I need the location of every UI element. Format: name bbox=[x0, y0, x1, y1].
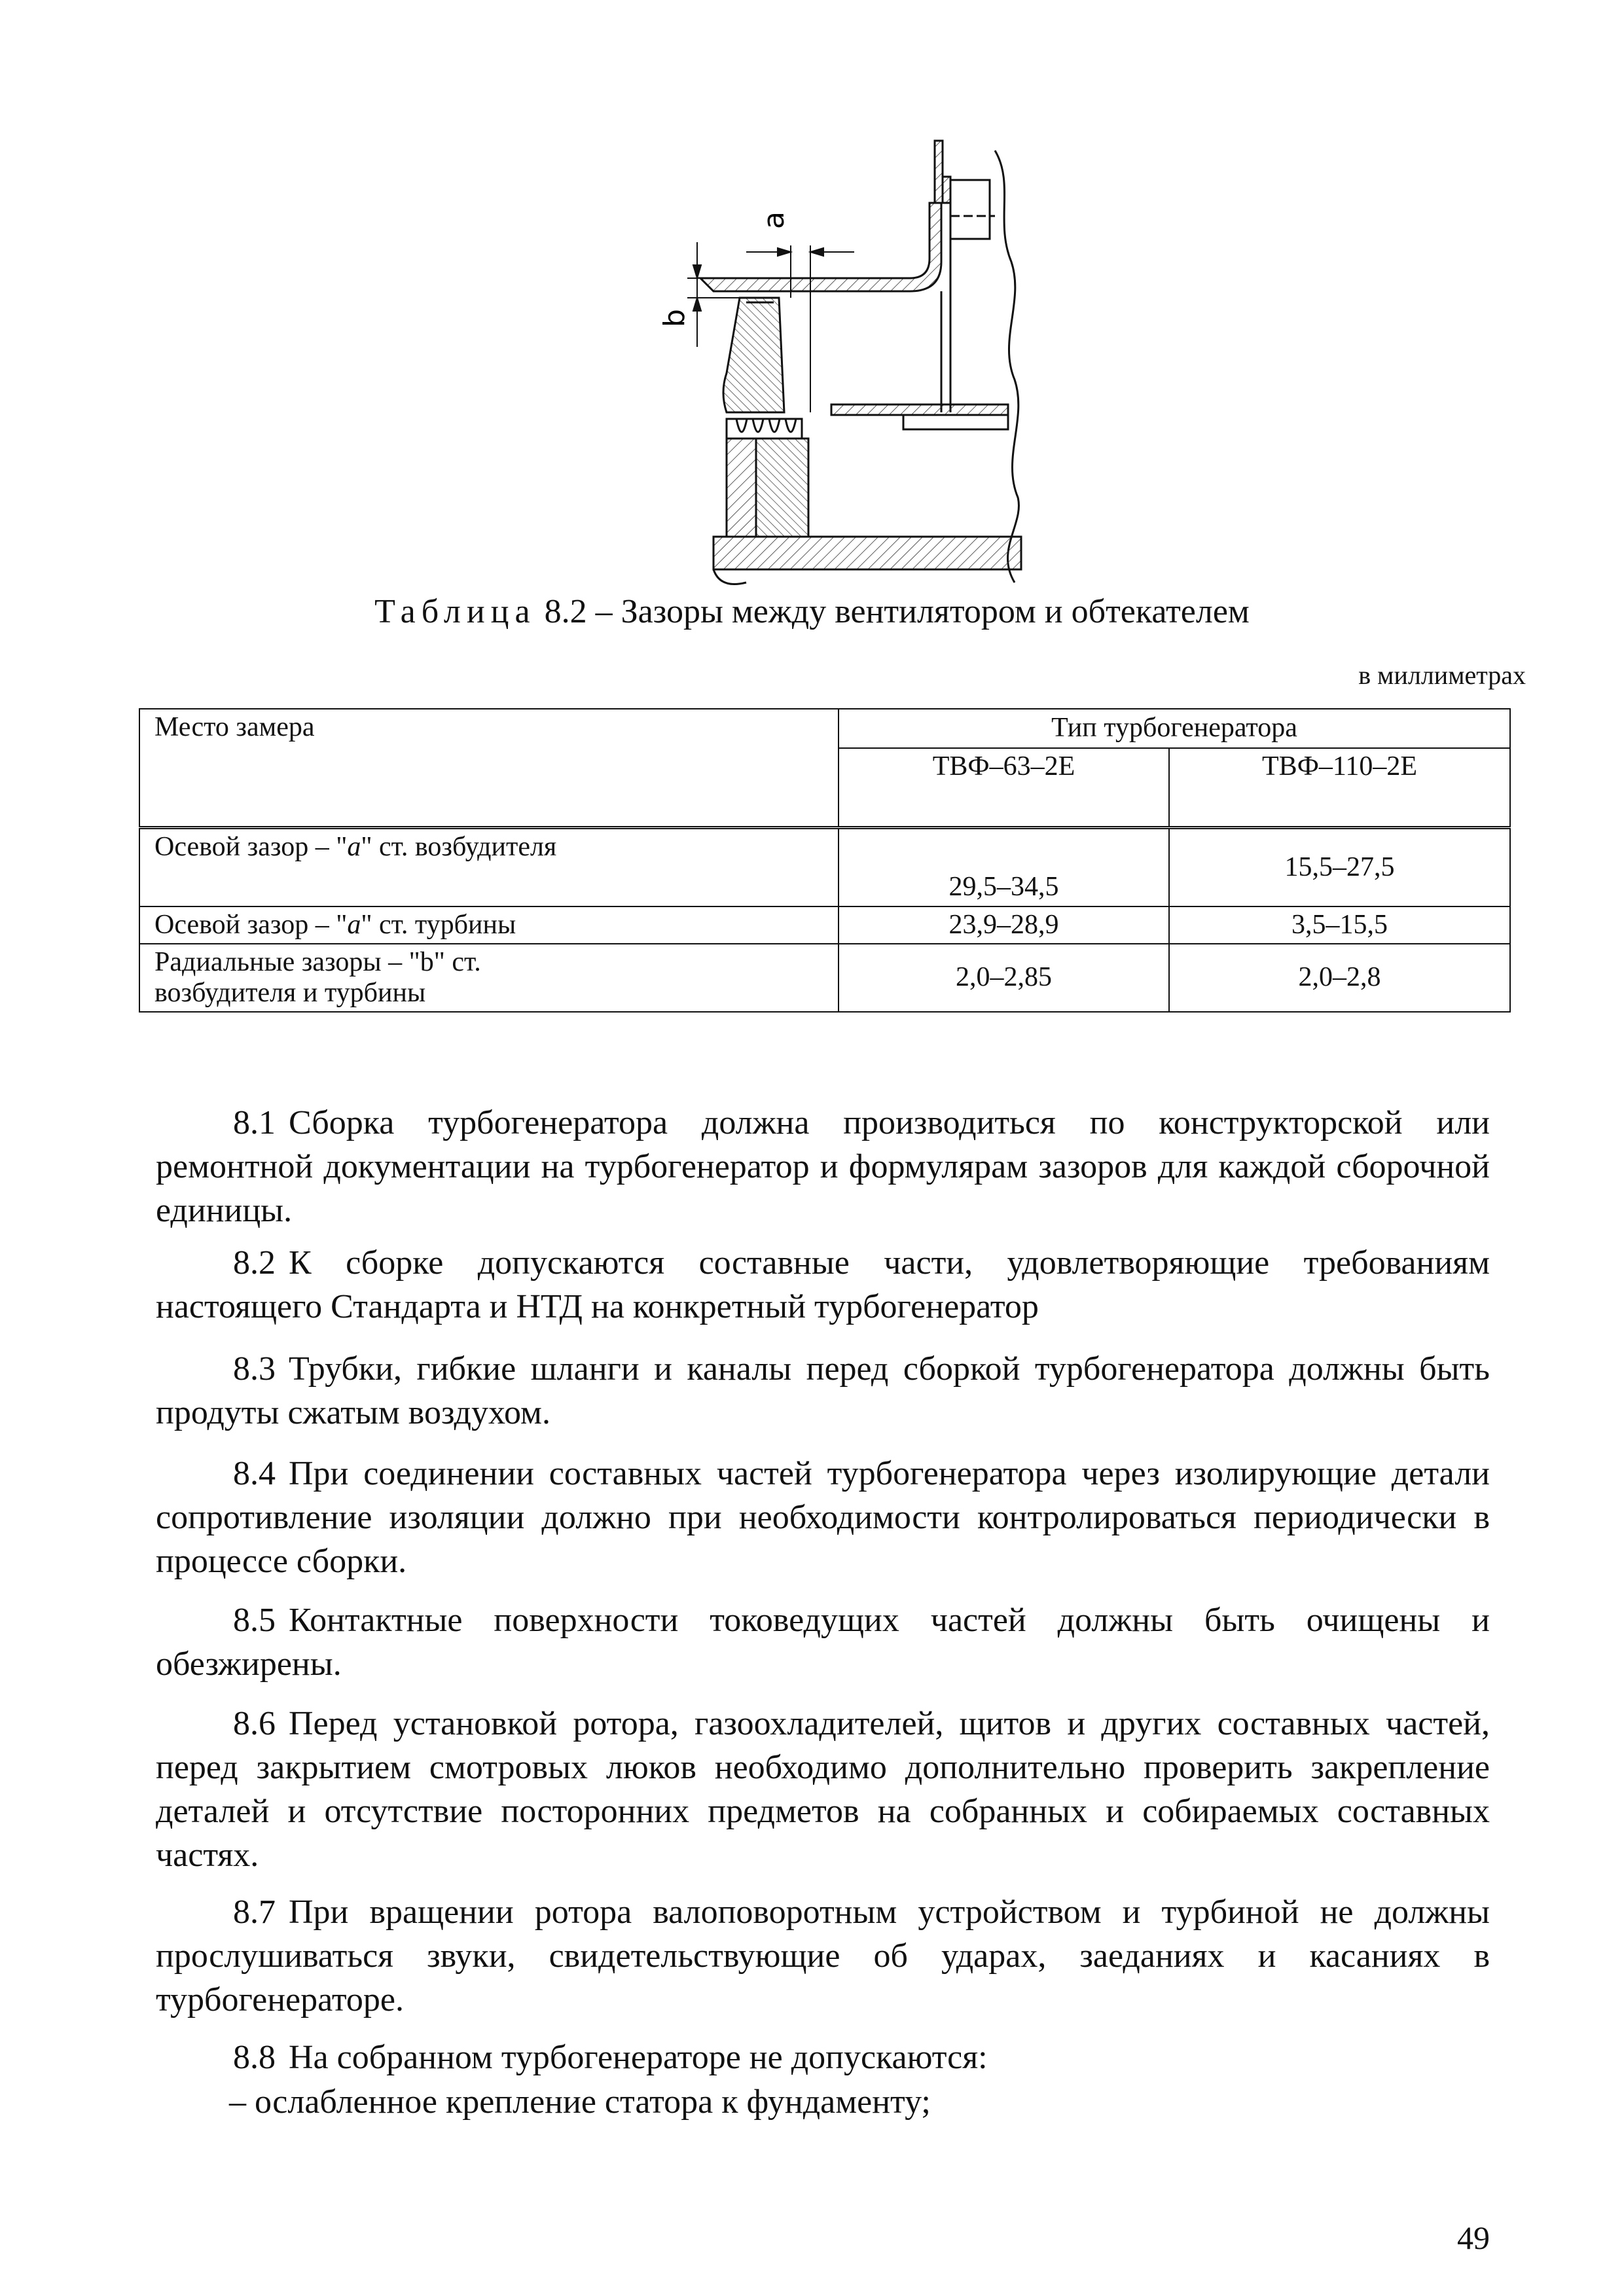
row-place: Осевой зазор – "а" ст. турбины bbox=[139, 906, 839, 944]
row-value-1: 29,5–34,5 bbox=[839, 828, 1169, 906]
table-row bbox=[139, 944, 1510, 1012]
paragraph-8-7: 8.7 При вращении ротора валоповоротным устройством и турбиной не должны прослушиваться звуки, свидетельствующие об ударах, заеданиях и касаниях в турбогенераторе. bbox=[156, 1893, 1490, 2018]
fan-fairing-clearance-drawing bbox=[628, 131, 1047, 589]
paragraph-8-8: 8.8 На собранном турбогенераторе не допускаются: bbox=[233, 2039, 988, 2076]
row-value-2: 3,5–15,5 bbox=[1169, 906, 1510, 944]
header-place: Место замера bbox=[139, 709, 839, 828]
table-caption-text: 8.2 – Зазоры между вентилятором и обтекателем bbox=[544, 593, 1250, 630]
header-type: Тип турбогенератора bbox=[839, 709, 1510, 748]
table-caption bbox=[0, 592, 1624, 631]
paragraph-8-3: 8.3 Трубки, гибкие шланги и каналы перед сборкой турбогенератора должны быть продуты сжатым воздухом. bbox=[156, 1350, 1490, 1431]
paragraph-8-5: 8.5 Контактные поверхности токоведущих частей должны быть очищены и обезжирены. bbox=[156, 1602, 1490, 1683]
units-note: в миллиметрах bbox=[1358, 660, 1526, 690]
paragraph-8-6: 8.6 Перед установкой ротора, газоохладителей, щитов и других составных частей, перед закрытием смотровых люков необходимо дополнительно проверить закрепление деталей и отсутствие посторонних предметов на собранных и собираемых составных частях. bbox=[156, 1705, 1490, 1874]
row-value-1: 2,0–2,85 bbox=[839, 944, 1169, 1012]
list-item: – ослабленное крепление статора к фундаменту; bbox=[229, 2083, 931, 2121]
table-row bbox=[139, 828, 1510, 906]
paragraph-8-1: 8.1 Сборка турбогенератора должна производиться по конструкторской или ремонтной документации на турбогенератор и формулярам зазоров для каждой сборочной единицы. bbox=[156, 1104, 1490, 1229]
header-model-2: ТВФ–110–2Е bbox=[1169, 748, 1510, 828]
row-value-2: 15,5–27,5 bbox=[1169, 828, 1510, 906]
page-number: 49 bbox=[1457, 2219, 1490, 2256]
table-row bbox=[139, 906, 1510, 944]
row-value-2: 2,0–2,8 bbox=[1169, 944, 1510, 1012]
row-value-1: 23,9–28,9 bbox=[839, 906, 1169, 944]
header-model-1: ТВФ–63–2Е bbox=[839, 748, 1169, 828]
row-place: Осевой зазор – "а" ст. возбудителя bbox=[139, 828, 839, 906]
paragraph-8-4: 8.4 При соединении составных частей турбогенератора через изолирующие детали сопротивление изоляции должно при необходимости контролироваться периодически в процессе сборки. bbox=[156, 1455, 1490, 1580]
dimension-a-label: a bbox=[757, 211, 791, 229]
paragraph-8-2: 8.2 К сборке допускаются составные части, удовлетворяющие требованиям настоящего Стандарта и НТД на конкретный турбогенератор bbox=[156, 1244, 1490, 1325]
table-caption-prefix: Таблица bbox=[374, 593, 536, 630]
clearance-table bbox=[139, 708, 1511, 1013]
row-place: Радиальные зазоры – "b" ст. возбудителя и турбины bbox=[139, 944, 839, 1012]
dimension-b-label: b bbox=[658, 309, 691, 327]
